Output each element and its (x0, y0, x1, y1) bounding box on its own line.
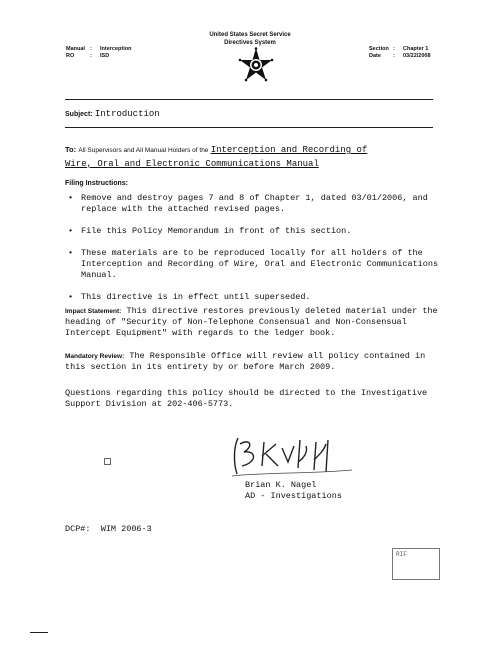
date-value: 03/22/2008 (403, 53, 431, 59)
dcp-value: WIM 2006-3 (100, 524, 152, 534)
list-item: • Remove and destroy pages 7 and 8 of Chapter 1, dated 03/01/2006, and replace with the attached revised pages. (68, 193, 428, 214)
to-label: To: (65, 145, 77, 154)
secret-service-star-seal (238, 47, 274, 83)
rif-stamp (392, 548, 440, 580)
document-header (0, 31, 500, 47)
filing-instructions-heading: Filing Instructions: (65, 180, 128, 187)
signer-title: AD - Investigations (245, 491, 342, 501)
list-item: • This directive is in effect until superseded. (68, 292, 311, 302)
to-prefix: All Supervisors and All Manual Holders of the (78, 147, 209, 154)
mandatory-review (65, 351, 445, 373)
review-label: Mandatory Review: (65, 353, 125, 360)
impact-label: Impact Statement: (65, 308, 122, 315)
date-label: Date (369, 53, 381, 59)
subject-label: Subject: (65, 111, 93, 118)
filing-instructions-list (65, 193, 445, 314)
subject-line (65, 108, 160, 119)
subject-divider (65, 127, 433, 128)
section-info: Section : Chapter 1 Date : 03/22/2008 (369, 46, 431, 59)
dcp-number (65, 524, 152, 534)
signature-block (245, 480, 342, 502)
ro-value: ISD (100, 53, 110, 59)
small-square-mark (104, 458, 111, 465)
section-value: Chapter 1 (403, 46, 429, 52)
manual-info: Manual : Interception RO : ISD (66, 46, 132, 59)
ro-label: RO (66, 53, 75, 59)
to-line (65, 143, 435, 170)
manual-title-line1: Interception and Recording of (210, 145, 368, 155)
header-divider (65, 99, 433, 100)
signer-name: Brian K. Nagel (245, 480, 317, 490)
agency-name: United States Secret Service (209, 32, 291, 38)
manual-title-line2: Wire, Oral and Electronic Communications Manual (65, 159, 319, 169)
impact-text: This directive restores previously deleted material under the heading of "Security of Non-Telephone Consensual and Non-Consensual Intercept Equipment" with regards to the ledger book. (65, 306, 438, 338)
list-item: • These materials are to be reproduced locally for all holders of the Interception and Recording of Wire, Oral and Electronic Communications Manual. (68, 248, 439, 280)
manual-label: Manual (66, 46, 85, 52)
impact-statement (65, 306, 445, 339)
section-label: Section (369, 46, 389, 52)
rif-stamp-label: RIF (396, 551, 407, 558)
subject-value: Introduction (94, 109, 160, 119)
dcp-label: DCP#: (65, 524, 91, 534)
list-item: • File this Policy Memorandum in front of this section. (68, 226, 352, 236)
handwritten-signature (228, 432, 358, 480)
directives-system: Directives System (224, 40, 276, 46)
review-text: The Responsible Office will review all policy contained in this section in its entirety by or before March 2009. (65, 351, 426, 372)
corner-mark (30, 632, 48, 633)
manual-value: Interception (100, 46, 132, 52)
questions-paragraph: Questions regarding this policy should be directed to the Investigative Support Division at 202-406-5773. (65, 388, 428, 409)
